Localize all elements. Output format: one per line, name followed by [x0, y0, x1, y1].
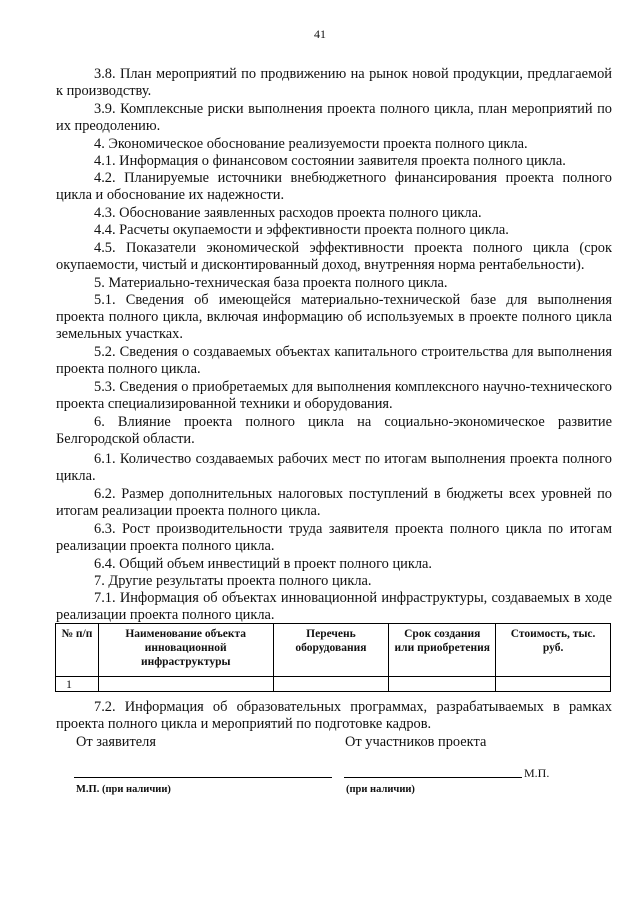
page-number: 41 — [314, 27, 326, 41]
paragraph-5-1: 5.1. Сведения об имеющейся материально-технической базе для выполнения проекта полного цикла, включая информацию об используемых в проекте полного цикла земельных участках. — [56, 292, 612, 343]
paragraph-4-2: 4.2. Планируемые источники внебюджетного финансирования проекта полного цикла и обоснование их надежности. — [56, 170, 612, 204]
paragraph-3-8: 3.8. План мероприятий по продвижению на рынок новой продукции, предлагаемой к производству. — [56, 66, 612, 100]
paragraph-6-3: 6.3. Рост производительности труда заявителя проекта полного цикла по итогам реализации проекта полного цикла. — [56, 521, 612, 555]
paragraph-4-4: 4.4. Расчеты окупаемости и эффективности проекта полного цикла. — [94, 222, 509, 238]
table-cell — [496, 677, 611, 692]
paragraph-3-9: 3.9. Комплексные риски выполнения проекта полного цикла, план мероприятий по их преодолению. — [56, 101, 612, 135]
col-header-cost: Стоимость, тыс. руб. — [496, 624, 611, 677]
col-header-deadline: Срок создания или приобретения — [389, 624, 496, 677]
table-cell-number: 1 — [56, 677, 99, 692]
paragraph-5-3: 5.3. Сведения о приобретаемых для выполнения комплексного научно-технического проекта специализированной техники и оборудования. — [56, 379, 612, 413]
participants-stamp-label: М.П. — [524, 766, 550, 780]
paragraph-6: 6. Влияние проекта полного цикла на социально-экономическое развитие Белгородской области. — [56, 414, 612, 448]
table-cell — [98, 677, 273, 692]
participants-stamp-note: (при наличии) — [346, 784, 415, 795]
applicant-signature-line — [74, 777, 332, 778]
paragraph-4-1: 4.1. Информация о финансовом состоянии заявителя проекта полного цикла. — [94, 153, 566, 169]
infrastructure-table — [55, 623, 611, 692]
paragraph-6-1: 6.1. Количество создаваемых рабочих мест по итогам выполнения проекта полного цикла. — [56, 451, 612, 485]
paragraph-7-1: 7.1. Информация об объектах инновационной инфраструктуры, создаваемых в ходе реализации проекта полного цикла. — [56, 590, 612, 624]
paragraph-5-2: 5.2. Сведения о создаваемых объектах капитального строительства для выполнения проекта полного цикла. — [56, 344, 612, 378]
col-header-equipment: Перечень оборудования — [273, 624, 389, 677]
paragraph-6-2: 6.2. Размер дополнительных налоговых поступлений в бюджеты всех уровней по итогам реализации проекта полного цикла. — [56, 486, 612, 520]
paragraph-5: 5. Материально-техническая база проекта полного цикла. — [94, 275, 448, 291]
paragraph-4-5: 4.5. Показатели экономической эффективности проекта полного цикла (срок окупаемости, чистый и дисконтированный доход, внутренняя норма рентабельности). — [56, 240, 612, 274]
table-row — [56, 677, 611, 692]
col-header-number: № п/п — [56, 624, 99, 677]
col-header-object-name: Наименование объекта инновационной инфраструктуры — [98, 624, 273, 677]
table-cell — [389, 677, 496, 692]
paragraph-6-4: 6.4. Общий объем инвестиций в проект полного цикла. — [94, 556, 433, 572]
paragraph-7-2: 7.2. Информация об образовательных программах, разрабатываемых в рамках проекта полного цикла и мероприятий по подготовке кадров. — [56, 699, 612, 733]
table-header-row — [56, 624, 611, 677]
table-cell — [273, 677, 389, 692]
paragraph-4: 4. Экономическое обоснование реализуемости проекта полного цикла. — [94, 136, 528, 152]
participants-signature-line — [344, 777, 522, 778]
paragraph-7: 7. Другие результаты проекта полного цикла. — [94, 573, 372, 589]
participants-label: От участников проекта — [345, 734, 487, 750]
applicant-label: От заявителя — [76, 734, 156, 750]
paragraph-4-3: 4.3. Обоснование заявленных расходов проекта полного цикла. — [94, 205, 482, 221]
applicant-stamp-note: М.П. (при наличии) — [76, 784, 171, 795]
